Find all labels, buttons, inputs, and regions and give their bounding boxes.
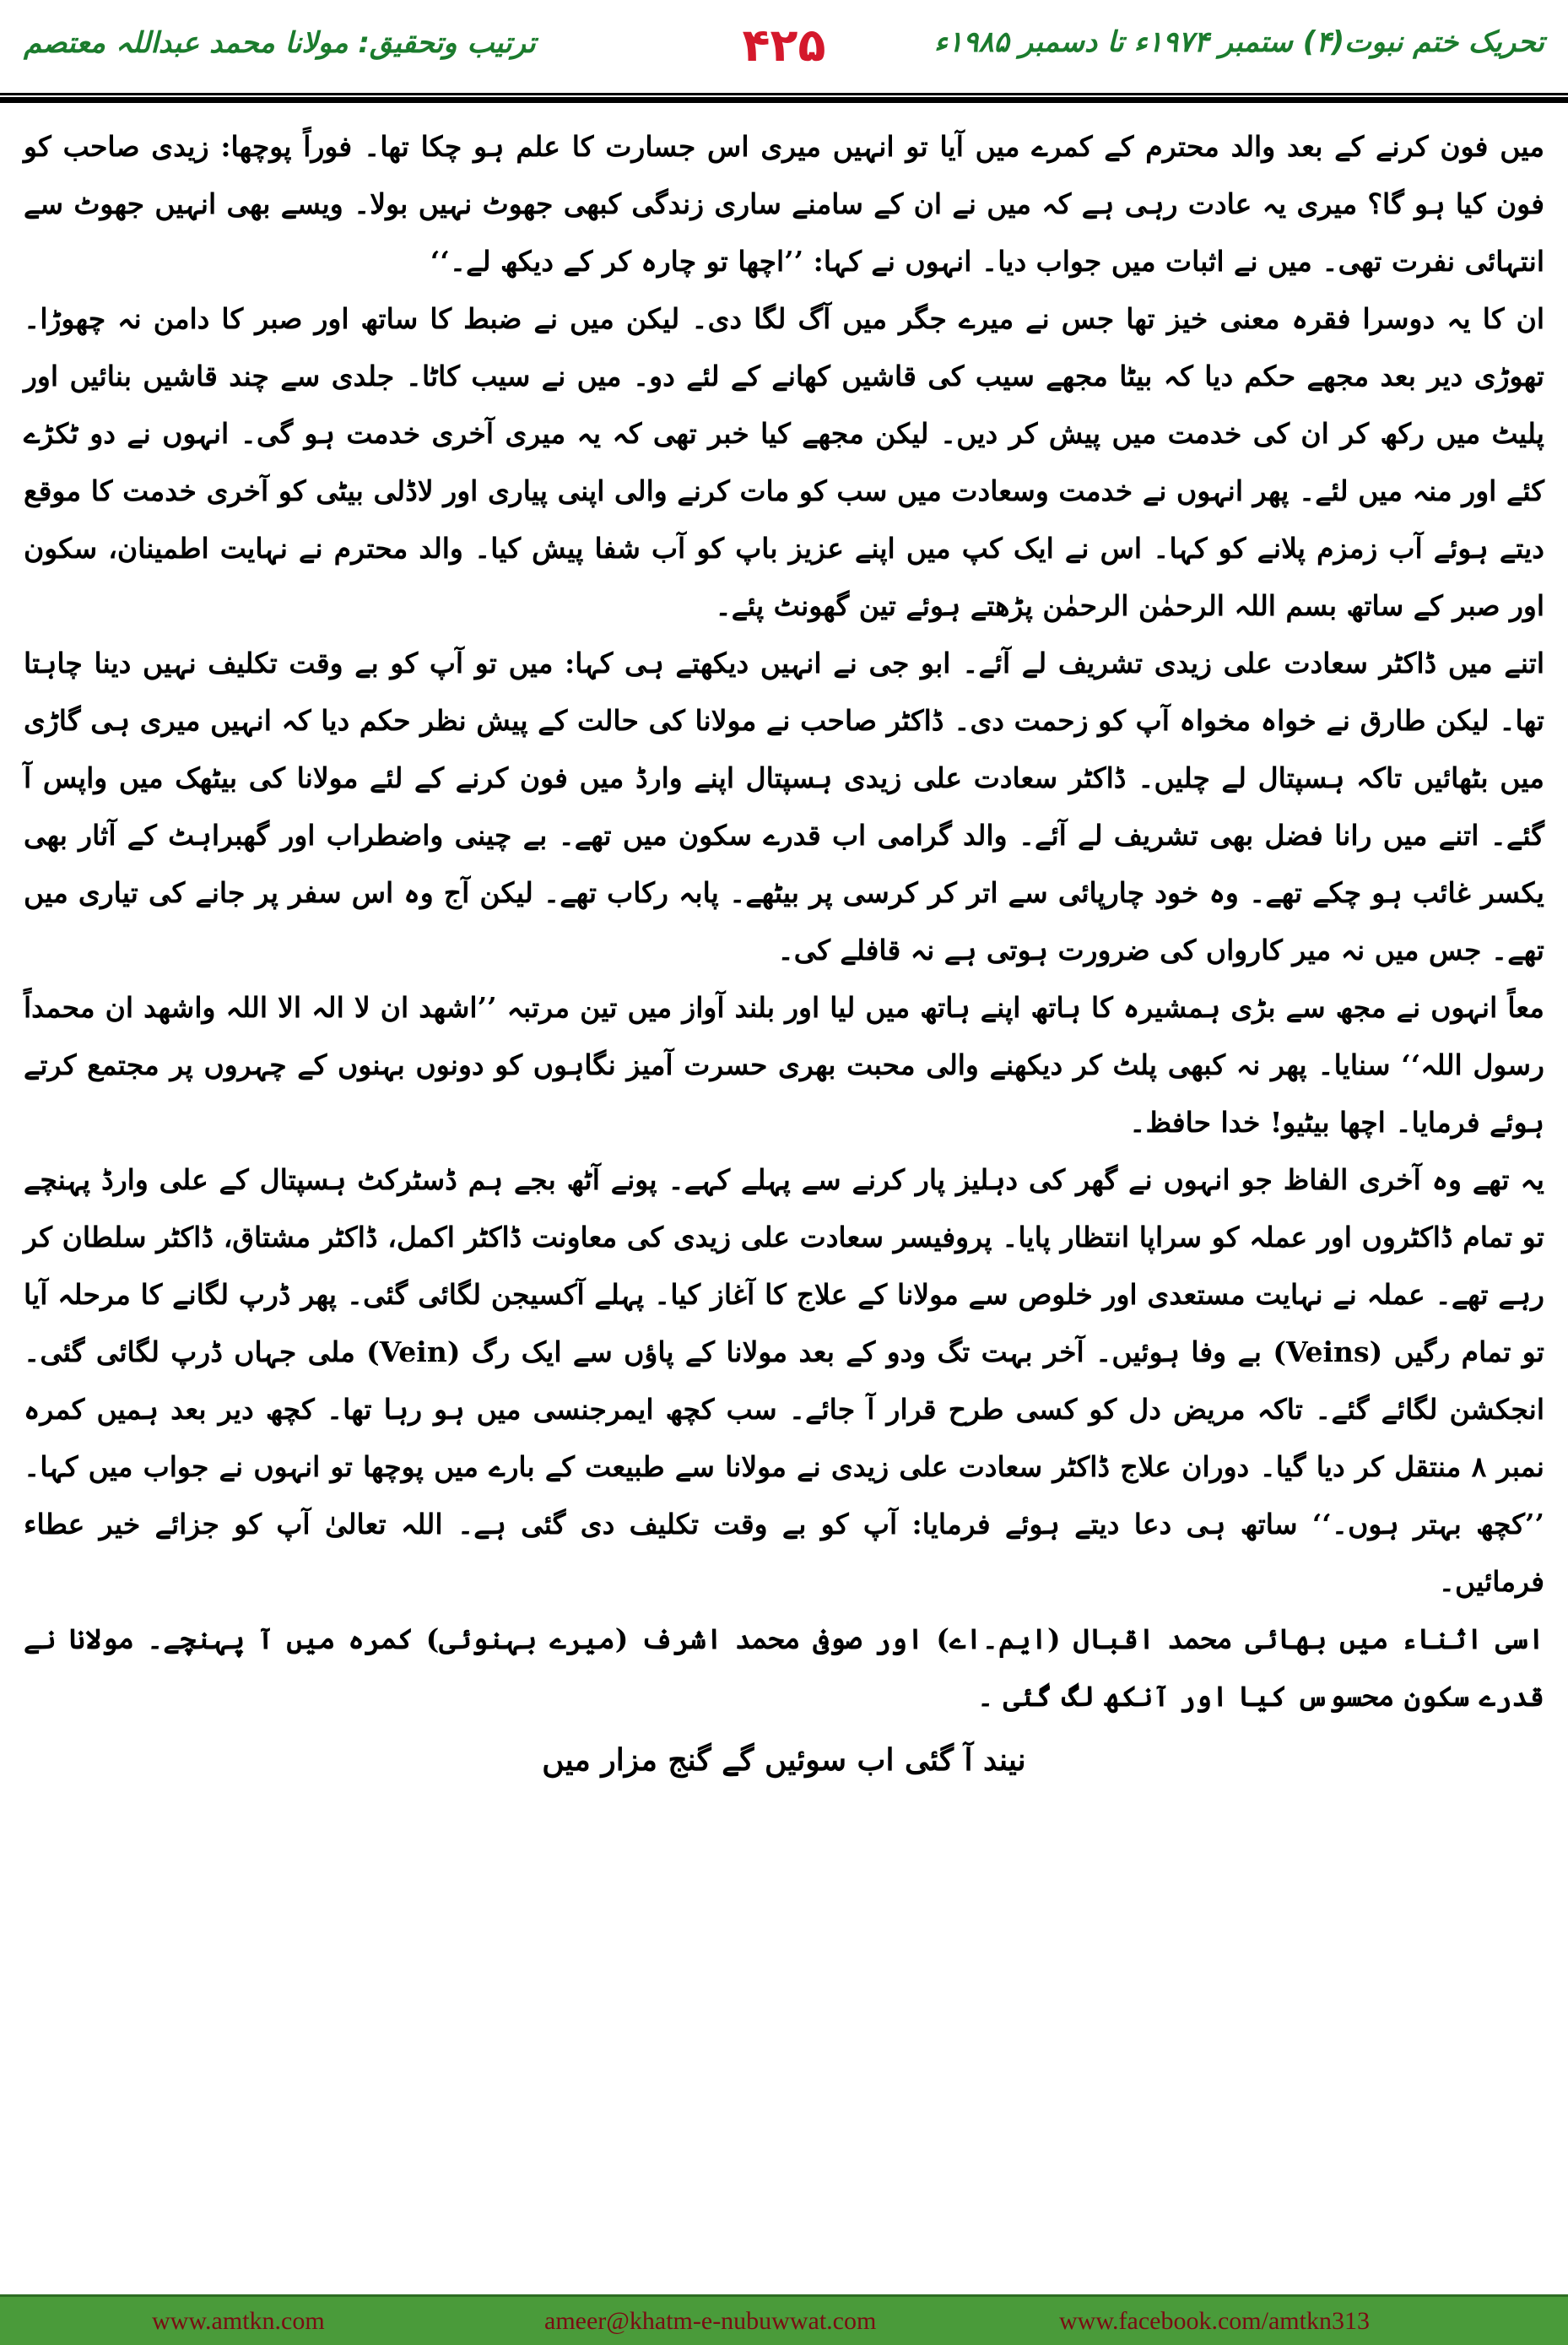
- page-header: [0, 0, 1568, 89]
- article-body: [24, 118, 1544, 2229]
- paragraph: معاً انہوں نے مجھ سے بڑی ہمشیرہ کا ہاتھ اپنے ہاتھ میں لیا اور بلند آواز میں تین مرتبہ ’’اشھد ان لا الہ الا اللہ واشھد ان محمداً رسول اللہ‘‘ سنایا۔ پھر نہ کبھی پلٹ کر دیکھنے والی محبت بھری حسرت آمیز نگاہوں کو دونوں بہنوں کے چہروں پر مجتمع کرتے ہوئے فرمایا۔ اچھا بیٹیو! خدا حافظ۔: [24, 991, 1544, 1139]
- paragraph: ان کا یہ دوسرا فقرہ معنی خیز تھا جس نے میرے جگر میں آگ لگا دی۔ لیکن میں نے ضبط کا ساتھ اور صبر کا دامن نہ چھوڑا۔ تھوڑی دیر بعد مجھے حکم دیا کہ بیٹا مجھے سیب کی قاشیں کھانے کے لئے دو۔ میں نے سیب کاٹا۔ جلدی سے چند قاشیں بنائیں اور پلیٹ میں رکھ کر ان کی خدمت میں پیش کر دیں۔ لیکن مجھے کیا خبر تھی کہ یہ میری آخری خدمت ہو گی۔ انہوں نے دو ٹکڑے کئے اور منہ میں لئے۔ پھر انہوں نے خدمت وسعادت میں سب کو مات کرنے والی اپنی پیاری اور لاڈلی بیٹی کو آخری خدمت کا موقع دیتے ہوئے آب زمزم پلانے کو کہا۔ اس نے ایک کپ میں اپنے عزیز باپ کو آب شفا پیش کیا۔ والد محترم نے نہایت اطمینان، سکون اور صبر کے ساتھ بسم اللہ الرحمٰن الرحمٰن پڑھتے ہوئے تین گھونٹ پئے۔: [24, 302, 1544, 622]
- closing-verse: نیند آ گئی اب سوئیں گے گنج مزار میں: [542, 1742, 1026, 1778]
- paragraph: یہ تھے وہ آخری الفاظ جو انہوں نے گھر کی دہلیز پار کرنے سے پہلے کہے۔ پونے آٹھ بجے ہم ڈسٹرکٹ ہسپتال کے علی وارڈ پہنچے تو تمام ڈاکٹروں اور عملہ کو سراپا انتظار پایا۔ پروفیسر سعادت علی زیدی کی معاونت ڈاکٹر اکمل، ڈاکٹر مشتاق، ڈاکٹر سلطان کر رہے تھے۔ عملہ نے نہایت مستعدی اور خلوص سے مولانا کے علاج کا آغاز کیا۔ پہلے آکسیجن لگائی گئی۔ پھر ڈرپ لگانے کا مرحلہ آیا تو تمام رگیں (Veins) بے وفا ہوئیں۔ آخر بہت تگ ودو کے بعد مولانا کے پاؤں سے ایک رگ (Vein) ملی جہاں ڈرپ لگائی گئی۔ انجکشن لگائے گئے۔ تاکہ مریض دل کو کسی طرح قرار آ جائے۔ سب کچھ ایمرجنسی میں ہو رہا تھا۔ کچھ دیر بعد ہمیں کمرہ نمبر ۸ منتقل کر دیا گیا۔ دوران علاج ڈاکٹر سعادت علی زیدی نے مولانا سے طبیعت کے بارے میں پوچھا تو انہوں نے جواب میں کہا۔ ’’کچھ بہتر ہوں۔‘‘ ساتھ ہی دعا دیتے ہوئے فرمایا: آپ کو بے وقت تکلیف دی گئی ہے۔ اللہ تعالیٰ آپ کو جزائے خیر عطاء فرمائیں۔: [24, 1163, 1544, 1598]
- website-link[interactable]: www.amtkn.com: [152, 2307, 325, 2335]
- email-link[interactable]: ameer@khatm-e-nubuwwat.com: [544, 2307, 877, 2335]
- paragraph: میں فون کرنے کے بعد والد محترم کے کمرے میں آیا تو انہیں میری اس جسارت کا علم ہو چکا تھا۔ فوراً پوچھا: زیدی صاحب کو فون کیا ہو گا؟ میری یہ عادت رہی ہے کہ میں نے ان کے سامنے ساری زندگی کبھی جھوٹ نہیں بولا۔ ویسے بھی انہیں جھوٹ سے انتہائی نفرت تھی۔ میں نے اثبات میں جواب دیا۔ انہوں نے کہا: ’’اچھا تو چارہ کر کے دیکھ لے۔‘‘: [24, 130, 1544, 278]
- paragraph: اتنے میں ڈاکٹر سعادت علی زیدی تشریف لے آئے۔ ابو جی نے انہیں دیکھتے ہی کہا: میں تو آپ کو بے وقت تکلیف نہیں دینا چاہتا تھا۔ لیکن طارق نے خواہ مخواہ آپ کو زحمت دی۔ ڈاکٹر صاحب نے مولانا کی حالت کے پیش نظر حکم دیا کہ انہیں میری ہی گاڑی میں بٹھائیں تاکہ ہسپتال لے چلیں۔ ڈاکٹر سعادت علی زیدی ہسپتال اپنے وارڈ میں فون کرنے کے لئے مولانا کی بیٹھک میں واپس آ گئے۔ اتنے میں رانا فضل بھی تشریف لے آئے۔ والد گرامی اب قدرے سکون میں تھے۔ بے چینی واضطراب اور گھبراہٹ کے آثار بھی یکسر غائب ہو چکے تھے۔ وہ خود چارپائی سے اتر کر کرسی پر بیٹھے۔ پابہ رکاب تھے۔ لیکن آج وہ اس سفر پر جانے کی تیاری میں تھے۔ جس میں نہ میر کارواں کی ضرورت ہوتی ہے نہ قافلے کی۔: [24, 647, 1544, 967]
- paragraph: اسی اثناء میں بھائی محمد اقبال (ایم۔اے) اور صوفی محمد اشرف (میرے بہنوئی) کمرہ میں آ پہنچے۔ مولانا نے قدرے سکون محسوس کیا اور آنکھ لگ گئی ۔: [24, 1622, 1544, 1713]
- header-divider: [0, 93, 1568, 103]
- header-divider-inner: [0, 95, 1568, 97]
- facebook-link[interactable]: www.facebook.com/amtkn313: [1059, 2307, 1370, 2335]
- page-number: ۴۲۵: [742, 19, 826, 72]
- book-title: تحریک ختم نبوت(۴) ستمبر ۱۹۷۴ء تا دسمبر ۱۹۸۵ء: [933, 25, 1544, 59]
- compiler-credit: ترتیب وتحقیق: مولانا محمد عبداللہ معتصم: [24, 26, 536, 60]
- page-footer: [0, 2294, 1568, 2345]
